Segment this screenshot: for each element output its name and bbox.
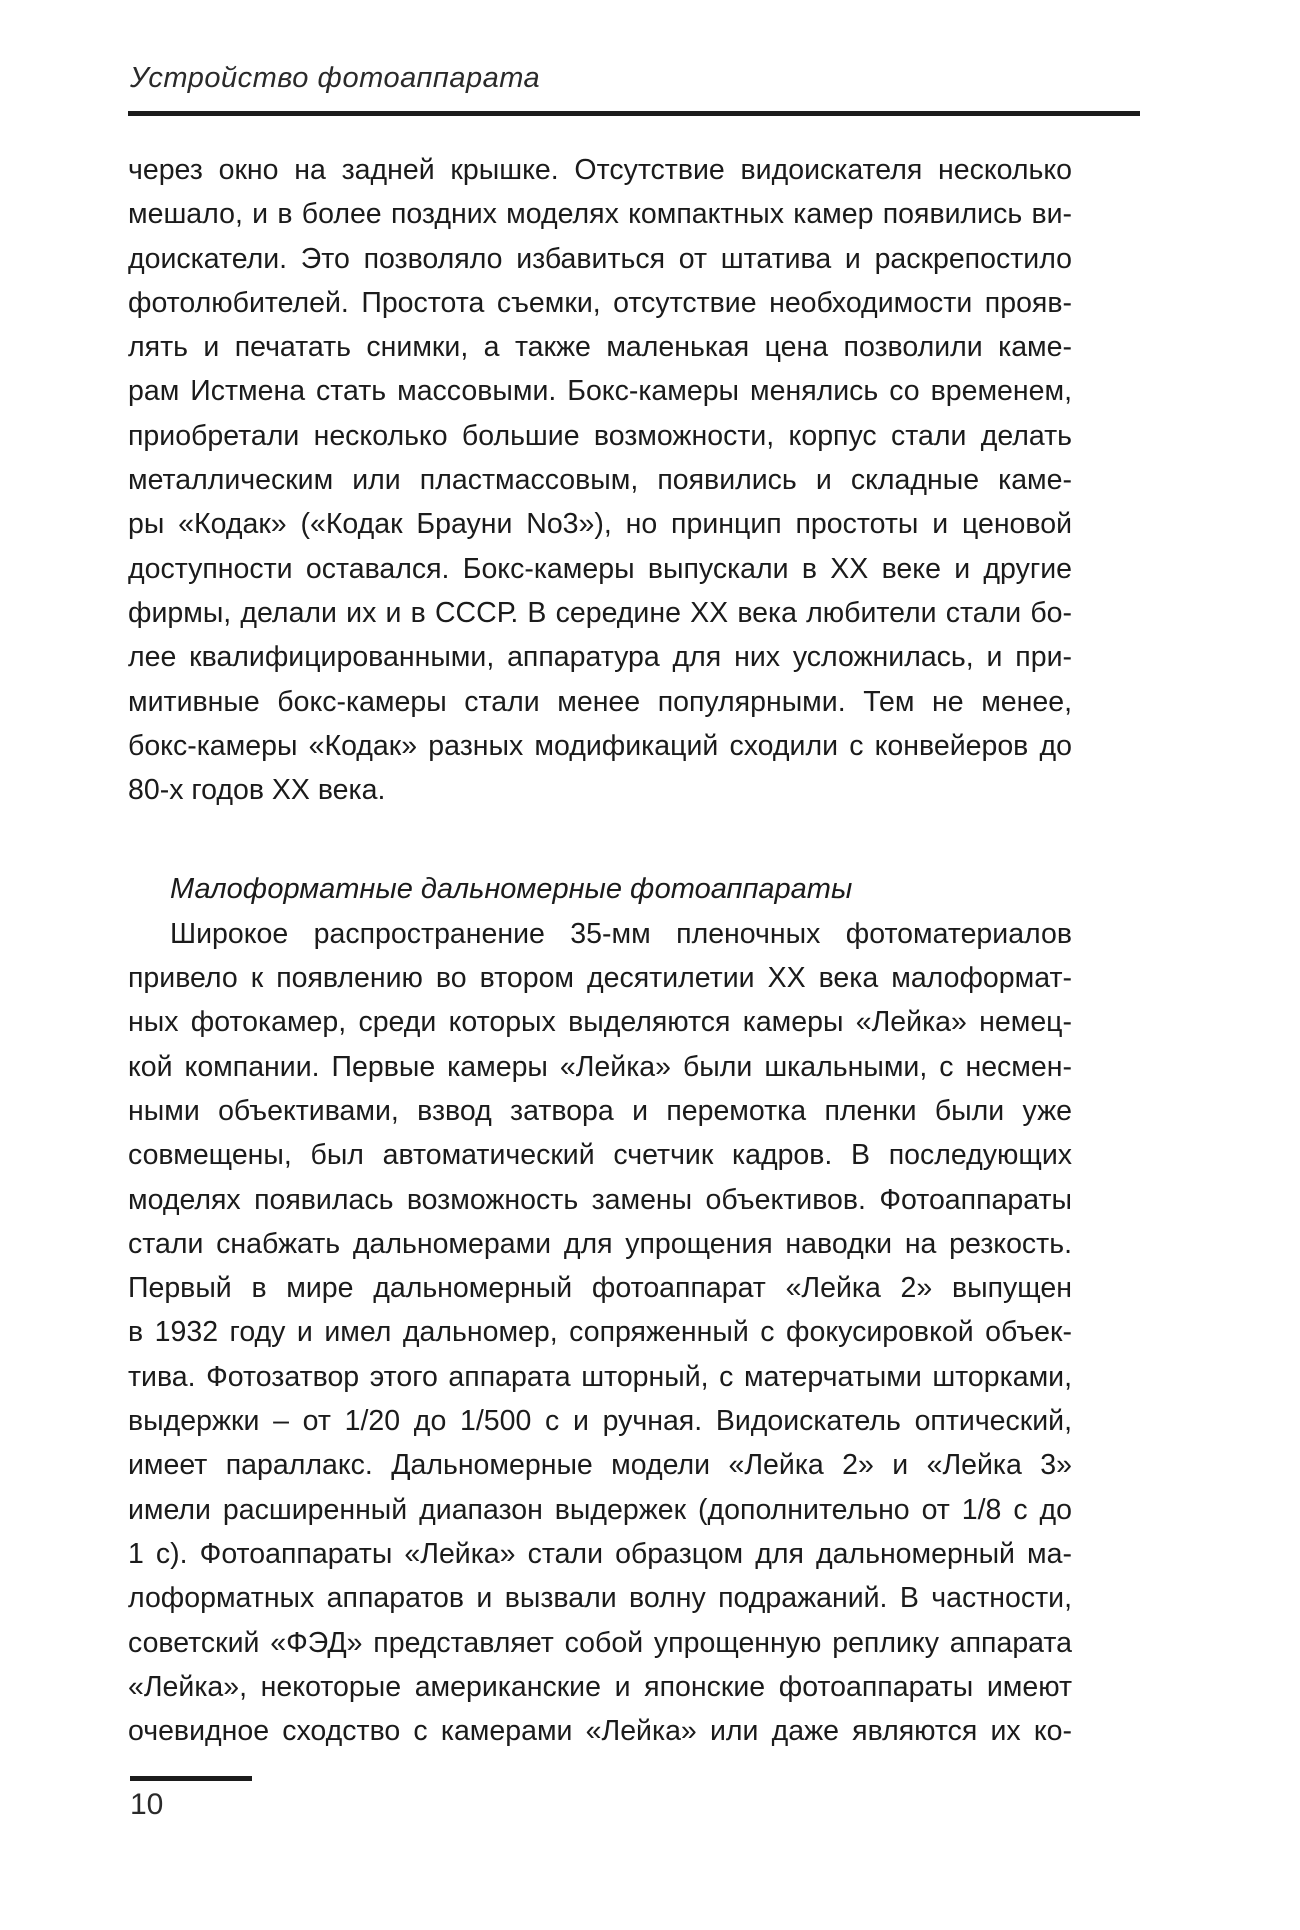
page-number: 10 (130, 1788, 164, 1821)
text-line: стали снабжать дальномерами для упрощения наводки на резкость. (128, 1227, 1072, 1260)
text-line: бокс-камеры «Кодак» разных модификаций сходили с конвейеров до (128, 729, 1072, 762)
text-line: ры «Кодак» («Кодак Брауни No3»), но принцип простоты и ценовой (128, 508, 1072, 541)
text-line: совмещены, был автоматический счетчик кадров. В последующих (128, 1139, 1072, 1172)
text-line: фирмы, делали их и в СССР. В середине XX века любители стали бо- (128, 596, 1072, 629)
text-line: кой компании. Первые камеры «Лейка» были шкальными, с несмен- (128, 1050, 1072, 1083)
header-rule (128, 111, 1140, 116)
text-line: металлическим или пластмассовым, появились и складные каме- (128, 464, 1072, 497)
paragraph-rangefinder-cameras (128, 912, 1072, 1754)
text-line: Первый в мире дальномерный фотоаппарат «Лейка 2» выпущен (128, 1272, 1072, 1305)
text-line: приобретали несколько большие возможности, корпус стали делать (128, 419, 1072, 452)
text-line: рам Истмена стать массовыми. Бокс-камеры менялись со временем, (128, 375, 1072, 408)
text-line: очевидное сходство с камерами «Лейка» или даже являются их ко- (128, 1715, 1072, 1748)
running-header-title: Устройство фотоаппарата (130, 62, 541, 94)
text-line: выдержки – от 1/20 до 1/500 с и ручная. Видоискатель оптический, (128, 1405, 1072, 1438)
text-line: 1 с). Фотоаппараты «Лейка» стали образцом для дальномерный ма- (128, 1537, 1072, 1570)
text-line: через окно на задней крышке. Отсутствие видоискателя несколько (128, 154, 1072, 186)
text-line: лоформатных аппаратов и вызвали волну подражаний. В частности, (128, 1582, 1072, 1615)
text-line: митивные бокс-камеры стали менее популярными. Тем не менее, (128, 685, 1072, 718)
text-line: «Лейка», некоторые американские и японские фотоаппараты имеют (128, 1670, 1072, 1703)
page-body-text (128, 148, 1072, 1753)
text-line: имели расширенный диапазон выдержек (дополнительно от 1/8 с до (128, 1493, 1072, 1526)
text-line: доискатели. Это позволяло избавиться от штатива и раскрепостило (128, 242, 1072, 275)
text-line: советский «ФЭД» представляет собой упрощенную реплику аппарата (128, 1626, 1072, 1659)
section-heading: Малоформатные дальномерные фотоаппараты (170, 873, 853, 906)
text-line: привело к появлению во втором десятилетии XX века малоформат- (128, 962, 1072, 995)
text-line: в 1932 году и имел дальномер, сопряженный с фокусировкой объек- (128, 1316, 1072, 1349)
text-line: ными объективами, взвод затвора и перемотка пленки были уже (128, 1094, 1072, 1127)
text-line: моделях появилась возможность замены объективов. Фотоаппараты (128, 1183, 1072, 1216)
text-line: тива. Фотозатвор этого аппарата шторный, с матерчатыми шторками, (128, 1360, 1072, 1393)
text-line: фотолюбителей. Простота съемки, отсутствие необходимости прояв- (128, 286, 1072, 319)
text-line: лять и печатать снимки, а также маленькая цена позволили каме- (128, 331, 1072, 364)
text-line: лее квалифицированными, аппаратура для них усложнилась, и при- (128, 641, 1072, 674)
footer-rule (130, 1776, 252, 1781)
text-line: 80-х годов XX века. (128, 774, 386, 807)
text-line: Широкое распространение 35-мм пленочных фотоматериалов (170, 917, 1072, 950)
text-line: мешало, и в более поздних моделях компактных камер появились ви- (128, 198, 1072, 231)
paragraph-box-cameras (128, 148, 1072, 812)
text-line: ных фотокамер, среди которых выделяются камеры «Лейка» немец- (128, 1006, 1072, 1039)
text-line: имеет параллакс. Дальномерные модели «Лейка 2» и «Лейка 3» (128, 1449, 1072, 1482)
text-line: доступности оставался. Бокс-камеры выпускали в XX веке и другие (128, 552, 1072, 585)
